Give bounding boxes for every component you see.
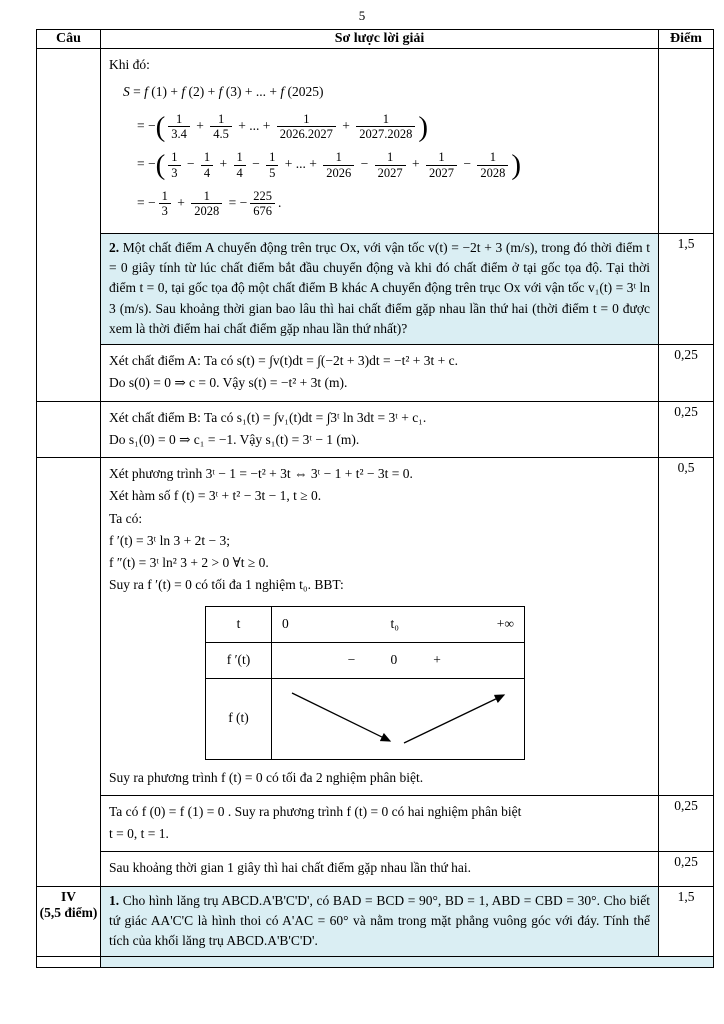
cau-cell xyxy=(37,886,101,957)
text-line: Suy ra f ′(t) = 0 có tối đa 1 nghiệm t₀. BBT: xyxy=(109,577,344,593)
bbt-fprime-label: f ′(t) xyxy=(206,642,272,678)
problem-statement xyxy=(109,891,650,952)
text-line: Xét chất điểm A: Ta có s(t) = ∫v(t)dt = ∫(−2t + 3)dt = −t² + 3t + c. xyxy=(109,353,458,368)
score-cell: 1,5 xyxy=(659,886,714,957)
solution-cell xyxy=(101,852,659,886)
increase-arrow-icon xyxy=(404,695,504,743)
equation-row xyxy=(37,458,714,796)
bbt-t-value: 0 xyxy=(282,615,289,631)
header-solution: Sơ lược lời giải xyxy=(101,30,659,49)
point-b-row xyxy=(37,401,714,458)
text-line: Xét hàm số f (t) = 3ᵗ + t² − 3t − 1, t ≥ 0. xyxy=(109,488,322,504)
conclusion-row xyxy=(37,852,714,886)
bbt-row-fprime xyxy=(206,642,525,678)
text-line: Sau khoảng thời gian 1 giây thì hai chất điểm gặp nhau lần thứ hai. xyxy=(109,860,472,876)
sum-row xyxy=(37,49,714,234)
cau-cell xyxy=(37,401,101,458)
score-cell xyxy=(659,49,714,234)
solution-table xyxy=(36,29,714,968)
question-roman: IV xyxy=(60,888,76,904)
math-line: f ′(t) = 3ᵗ ln 3 + 2t − 3; xyxy=(109,532,230,548)
bbt-f-arrows xyxy=(272,678,525,759)
cau-cell xyxy=(37,49,101,402)
roots-row xyxy=(37,795,714,852)
problem2-row xyxy=(37,233,714,344)
point-a-row xyxy=(37,345,714,402)
next-row-strip xyxy=(101,957,714,968)
page-number: 5 xyxy=(358,8,366,23)
problem4-row xyxy=(37,886,714,957)
text-line: Suy ra phương trình f (t) = 0 có tối đa 2 nghiệm phân biệt. xyxy=(109,769,424,785)
bbt-t-value: +∞ xyxy=(496,615,514,631)
continuation-strip-row xyxy=(37,957,714,968)
bbt-t-values xyxy=(272,606,525,642)
problem-text: Cho hình lăng trụ ABCD.A'B'C'D', có BAD = BCD = 90°, BD = 1, ABD = CBD = 30°. Cho biết tứ giác AA'C'C là hình thoi có A'AC = 60° và nằm trong mặt phẳng vuông góc với đáy. Tính thể tích của khối lăng trụ ABCD.A'B'C'D'. xyxy=(109,892,650,948)
solution-cell xyxy=(101,233,659,344)
score-cell: 0,25 xyxy=(659,345,714,402)
text-line: Do s(0) = 0 ⇒ c = 0. Vậy s(t) = −t² + 3t (m). xyxy=(109,375,348,391)
problem-text: Một chất điểm A chuyển động trên trục Ox, với vận tốc v(t) = −2t + 3 (m/s), trong đó thời điểm t = 0 giây tính từ lúc chất điểm bắt đầu chuyển động và khi đó chất điểm ở tại gốc tọa độ. Tại thời điểm t = 0, tại gốc tọa độ một chất điểm B khác A chuyển động trên trục Ox với vận tốc v₁(t) = 3ᵗ ln 3 (m/s). Sau khoảng thời gian bao lâu thì hai chất điểm gặp nhau lần thứ hai (thời điểm t = 0 được xem là thời điểm hai chất điểm gặp nhau lần thứ nhất)? xyxy=(109,239,650,336)
math-line: = −( $\frac{1}{3.4}$ + $\frac{1}{4.5}$ + ... + $\frac{1}{2026.2027}$ + $\frac{1}{2027.2028}$ ) xyxy=(137,110,429,143)
math-line: = − $\frac{1}{3}$ + $\frac{1}{2028}$ = − $\frac{225}{676}$ . xyxy=(137,189,282,219)
problem-number: 2. xyxy=(109,239,120,255)
text-line: t = 0, t = 1. xyxy=(109,826,169,841)
bbt-sign: − xyxy=(347,651,356,667)
text-line: Xét phương trình 3ᵗ − 1 = −t² + 3t ⇔ 3ᵗ − 1 + t² − 3t = 0. xyxy=(109,466,413,481)
question-points: (5,5 điểm) xyxy=(39,904,98,920)
bbt-row-f xyxy=(206,678,525,759)
text-line: Do s₁(0) = 0 ⇒ c₁ = −1. Vậy s₁(t) = 3ᵗ − 1 (m). xyxy=(109,431,360,447)
solution-cell xyxy=(101,345,659,402)
score-cell: 0,25 xyxy=(659,852,714,886)
bbt-sign: 0 xyxy=(390,651,398,667)
bbt-sign: + xyxy=(433,651,441,667)
text-line: Ta có f (0) = f (1) = 0 . Suy ra phương trình f (t) = 0 có hai nghiệm phân biệt xyxy=(109,803,522,819)
bbt-var-label: t xyxy=(206,606,272,642)
text-line: Ta có: xyxy=(109,510,143,526)
solution-cell xyxy=(101,795,659,852)
math-line: f ″(t) = 3ᵗ ln² 3 + 2 > 0 ∀t ≥ 0. xyxy=(109,555,269,570)
score-cell: 0,25 xyxy=(659,401,714,458)
header-diem: Điểm xyxy=(659,30,714,49)
cau-cell xyxy=(37,458,101,887)
header-row xyxy=(37,30,714,49)
math-line: S = f (1) + f (2) + f (3) + ... + f (2025) xyxy=(123,84,324,100)
decrease-arrow-icon xyxy=(292,693,390,741)
text-line: Xét chất điểm B: Ta có s₁(t) = ∫v₁(t)dt = ∫3ᵗ ln 3dt = 3ᵗ + c₁. xyxy=(109,409,427,425)
score-cell: 0,5 xyxy=(659,458,714,796)
problem-statement xyxy=(109,238,650,339)
text-line: Khi đó: xyxy=(109,57,150,72)
bbt-f-label: f (t) xyxy=(206,678,272,759)
solution-cell xyxy=(101,886,659,957)
bbt-t-value: t₀ xyxy=(390,615,399,631)
bbt-sign-values xyxy=(272,642,525,678)
solution-cell xyxy=(101,458,659,796)
solution-cell xyxy=(101,49,659,234)
monotonicity-arrows xyxy=(272,679,524,759)
cau-cell xyxy=(37,957,101,968)
solution-cell xyxy=(101,401,659,458)
header-cau: Câu xyxy=(37,30,101,49)
problem-number: 1. xyxy=(109,892,120,908)
score-cell: 0,25 xyxy=(659,795,714,852)
bbt-row-t xyxy=(206,606,525,642)
variation-table xyxy=(205,606,525,760)
math-line: = −( $\frac{1}{3}$ − $\frac{1}{4}$ + $\frac{1}{4}$ − $\frac{1}{5}$ + ... + $\frac{1}{2026}$ − $\frac{1}{2027}$ + $\frac{1}{2027}$ − $\frac{1}{2028}$ ) xyxy=(137,149,522,182)
score-cell: 1,5 xyxy=(659,233,714,344)
